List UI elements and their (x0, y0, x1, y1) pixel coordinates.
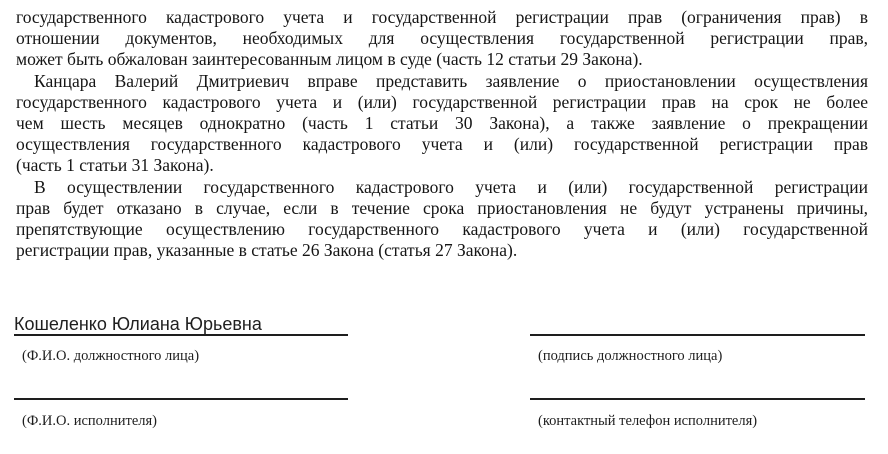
paragraph-3-line-2: прав будет отказано в случае, если в течение срока приостановления не будут устранены причины, (16, 197, 868, 218)
paragraph-2-line-3: чем шесть месяцев однократно (часть 1 статьи 30 Закона), а также заявление о прекращении (16, 112, 868, 133)
official-name: Кошеленко Юлиана Юрьевна (14, 314, 262, 334)
paragraph-3-line-3: препятствующие осуществлению государственного кадастрового учета и (или) государственной (16, 218, 868, 239)
body-text (16, 7, 868, 261)
paragraph-3-line-1: В осуществлении государственного кадастрового учета и (или) государственной регистрации (34, 176, 868, 197)
paragraph-1-line-1: государственного кадастрового учета и государственной регистрации прав (ограничения прав) в (16, 7, 868, 27)
official-signature-caption: (подпись должностного лица) (538, 348, 723, 364)
paragraph-2-line-2: государственного кадастрового учета и (или) государственной регистрации прав на срок не более (16, 91, 868, 112)
executor-name-caption: (Ф.И.О. исполнителя) (22, 413, 158, 429)
executor-phone-line (530, 398, 865, 400)
executor-name-line (14, 398, 348, 400)
official-signature-line (530, 334, 865, 336)
paragraph-2-line-1: Канцара Валерий Дмитриевич вправе представить заявление о приостановлении осуществления (34, 70, 868, 91)
paragraph-3-line-4: регистрации прав, указанные в статье 26 Закона (статья 27 Закона). (16, 240, 518, 261)
paragraph-1-line-2: отношении документов, необходимых для осуществления государственной регистрации прав, (16, 28, 868, 49)
paragraph-2-line-4: осуществления государственного кадастрового учета и (или) государственной регистрации прав (16, 134, 868, 155)
paragraph-1-line-3: может быть обжалован заинтересованным лицом в суде (часть 12 статьи 29 Закона). (16, 49, 643, 70)
executor-phone-caption: (контактный телефон исполнителя) (538, 413, 758, 429)
official-name-line (14, 334, 348, 336)
paragraph-2-line-5: (часть 1 статьи 31 Закона). (16, 155, 214, 176)
official-name-caption: (Ф.И.О. должностного лица) (22, 348, 200, 364)
